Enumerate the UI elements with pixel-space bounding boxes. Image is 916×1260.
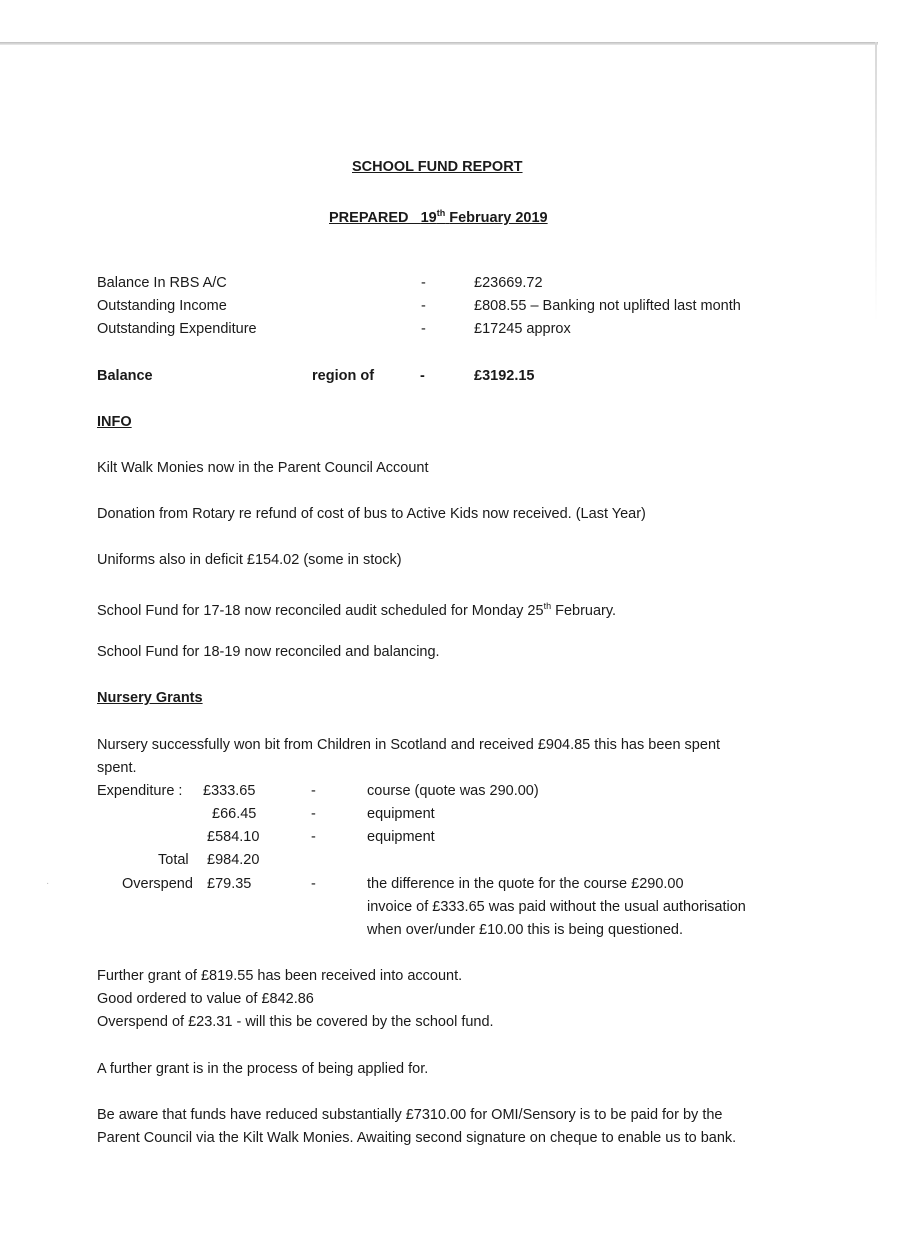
scan-right-edge xyxy=(875,42,877,322)
prepared-label: PREPARED xyxy=(329,209,409,226)
balance-rbs-value: £23669.72 xyxy=(474,275,543,291)
further-grant-line: Further grant of £819.55 has been received into account. xyxy=(97,968,463,984)
report-title: SCHOOL FUND REPORT xyxy=(352,159,523,175)
expenditure-label: Expenditure : xyxy=(97,783,183,799)
prepared-date xyxy=(329,204,548,227)
info-line-audit-month: February. xyxy=(551,602,617,619)
info-line-audit xyxy=(97,597,616,620)
overspend-note-line2: invoice of £333.65 was paid without the usual authorisation xyxy=(367,899,746,915)
outstanding-income-value: £808.55 – Banking not uplifted last month xyxy=(474,298,741,314)
expenditure-dash: - xyxy=(311,829,316,845)
scan-speck: · xyxy=(46,878,50,889)
balance-rbs-label: Balance In RBS A/C xyxy=(97,275,227,291)
funds-warning-line1: Be aware that funds have reduced substantially £7310.00 for OMI/Sensory is to be paid for by the xyxy=(97,1107,723,1123)
overspend-note-line3: when over/under £10.00 this is being questioned. xyxy=(367,922,683,938)
scan-top-edge xyxy=(0,42,878,45)
prepared-day: 19 xyxy=(420,209,437,226)
outstanding-income-dash: - xyxy=(421,298,426,314)
overspend-value: £79.35 xyxy=(207,876,252,892)
expenditure-desc: equipment xyxy=(367,829,435,845)
overspend-label: Overspend xyxy=(122,876,193,892)
info-line-kilt-walk: Kilt Walk Monies now in the Parent Council Account xyxy=(97,460,429,476)
outstanding-income-label: Outstanding Income xyxy=(97,298,227,314)
info-line-audit-text: School Fund for 17-18 now reconciled audit scheduled for Monday 25 xyxy=(97,602,544,619)
expenditure-total-value: £984.20 xyxy=(207,852,260,868)
balance-total-value: £3192.15 xyxy=(474,368,535,384)
nursery-heading: Nursery Grants xyxy=(97,690,203,706)
expenditure-dash: - xyxy=(311,806,316,822)
prepared-day-suffix: th xyxy=(436,208,446,218)
info-line-reconciled: School Fund for 18-19 now reconciled and balancing. xyxy=(97,644,440,660)
balance-total-label: Balance xyxy=(97,368,153,384)
outstanding-expenditure-value: £17245 approx xyxy=(474,321,571,337)
nursery-intro-line2: spent. xyxy=(97,760,137,776)
expenditure-amount: £333.65 xyxy=(203,783,256,799)
expenditure-amount: £584.10 xyxy=(207,829,260,845)
balance-total-qualifier: region of xyxy=(312,368,375,384)
overspend-fund-line: Overspend of £23.31 - will this be covered by the school fund. xyxy=(97,1014,494,1030)
balance-total-dash: - xyxy=(420,368,425,384)
expenditure-total-label: Total xyxy=(158,852,189,868)
outstanding-expenditure-dash: - xyxy=(421,321,426,337)
prepared-month-year: February 2019 xyxy=(449,209,548,226)
info-line-audit-suffix: th xyxy=(543,601,552,611)
info-line-uniforms: Uniforms also in deficit £154.02 (some in stock) xyxy=(97,552,402,568)
info-heading: INFO xyxy=(97,414,132,430)
balance-rbs-dash: - xyxy=(421,275,426,291)
outstanding-expenditure-label: Outstanding Expenditure xyxy=(97,321,257,337)
info-line-rotary: Donation from Rotary re refund of cost of bus to Active Kids now received. (Last Year) xyxy=(97,506,646,522)
overspend-dash: - xyxy=(311,876,316,892)
overspend-note-line1: the difference in the quote for the course £290.00 xyxy=(367,876,684,892)
nursery-intro-line1: Nursery successfully won bit from Children in Scotland and received £904.85 this has been spent xyxy=(97,737,721,753)
goods-ordered-line: Good ordered to value of £842.86 xyxy=(97,991,314,1007)
expenditure-desc: course (quote was 290.00) xyxy=(367,783,539,799)
expenditure-desc: equipment xyxy=(367,806,435,822)
expenditure-amount: £66.45 xyxy=(212,806,257,822)
further-grant-process-line: A further grant is in the process of being applied for. xyxy=(97,1061,429,1077)
funds-warning-line2: Parent Council via the Kilt Walk Monies. Awaiting second signature on cheque to enable us to bank. xyxy=(97,1130,737,1146)
expenditure-dash: - xyxy=(311,783,316,799)
